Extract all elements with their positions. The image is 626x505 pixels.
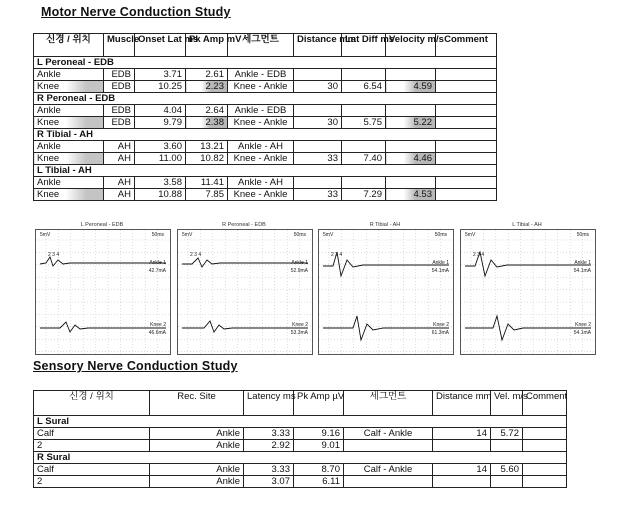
motor-cell-latdiff — [342, 69, 386, 81]
motor-cell-segment: Ankle - AH — [228, 177, 294, 189]
waveform-title: L Peroneal - EDB — [80, 222, 124, 228]
scale-time-label: 50ms — [576, 232, 589, 238]
trace2-label: Knee 2 — [433, 322, 449, 328]
waveform-panel — [35, 229, 171, 355]
motor-cell-distance: 30 — [294, 81, 342, 93]
trace1-value: 42.7mA — [148, 268, 166, 274]
sensory-cell-rec: Ankle — [150, 440, 244, 452]
motor-data-row — [34, 189, 497, 201]
motor-header-cell: 신경 / 위치 — [34, 34, 104, 57]
motor-cell-segment: Knee - Ankle — [228, 153, 294, 165]
sensory-cell-segment: Calf - Ankle — [344, 464, 433, 476]
motor-cell-velocity — [386, 177, 436, 189]
motor-header-cell: Velocity m/s — [386, 34, 436, 57]
motor-cell-segment: Knee - Ankle — [228, 189, 294, 201]
motor-header-cell: Muscle — [104, 34, 135, 57]
motor-section-row — [34, 57, 497, 69]
sensory-cell-segment — [344, 440, 433, 452]
trace2-value: 61.3mA — [431, 330, 449, 336]
motor-cell-site: Ankle — [34, 69, 104, 81]
motor-data-row — [34, 141, 497, 153]
motor-cell-velocity: 4.46 — [386, 153, 436, 165]
knee-trace — [323, 316, 449, 340]
motor-cell-onset: 10.25 — [135, 81, 186, 93]
sensory-cell-site: Calf — [34, 428, 150, 440]
sensory-header-cell: 세그먼트 — [344, 391, 433, 416]
sensory-header-cell: Comment — [523, 391, 567, 416]
sensory-cell-amp: 6.11 — [294, 476, 344, 488]
trace2-label: Knee 2 — [150, 322, 166, 328]
motor-header-cell: Onset Lat ms — [135, 34, 186, 57]
motor-section-row — [34, 93, 497, 105]
trace1-markers: 2 3 4 — [473, 252, 485, 258]
motor-cell-comment — [436, 69, 497, 81]
motor-cell-velocity: 4.59 — [386, 81, 436, 93]
trace2-value: 53.3mA — [290, 330, 308, 336]
scale-time-label: 50ms — [434, 232, 447, 238]
motor-cell-latdiff — [342, 177, 386, 189]
scale-volt-label: 5mV — [40, 232, 51, 238]
sensory-cell-distance: 14 — [433, 464, 491, 476]
trace2-label: Knee 2 — [292, 322, 308, 328]
sensory-header-cell: Rec. Site — [150, 391, 244, 416]
sensory-data-row — [34, 464, 567, 476]
motor-cell-amp: 13.21 — [186, 141, 228, 153]
motor-cell-distance: 33 — [294, 153, 342, 165]
motor-cell-muscle: EDB — [104, 105, 135, 117]
motor-cell-muscle: AH — [104, 177, 135, 189]
trace1-label: Ankle 1 — [291, 260, 308, 266]
motor-cell-comment — [436, 81, 497, 93]
sensory-header-cell: Latency ms — [244, 391, 294, 416]
sensory-data-row — [34, 440, 567, 452]
sensory-cell-site: 2 — [34, 440, 150, 452]
motor-cell-comment — [436, 141, 497, 153]
motor-section-label: R Peroneal - EDB — [34, 93, 497, 105]
motor-cell-segment: Knee - Ankle — [228, 117, 294, 129]
motor-cell-onset: 11.00 — [135, 153, 186, 165]
motor-section-label: R Tibial - AH — [34, 129, 497, 141]
sensory-cell-vel — [491, 440, 523, 452]
sensory-cell-latency: 3.07 — [244, 476, 294, 488]
sensory-cell-latency: 3.33 — [244, 464, 294, 476]
sensory-cell-amp: 9.01 — [294, 440, 344, 452]
trace1-value: 54.1mA — [573, 268, 591, 274]
sensory-title: Sensory Nerve Conduction Study — [33, 359, 238, 373]
motor-cell-velocity: 5.22 — [386, 117, 436, 129]
motor-cell-velocity — [386, 69, 436, 81]
motor-cell-onset: 3.60 — [135, 141, 186, 153]
motor-cell-site: Ankle — [34, 105, 104, 117]
trace1-label: Ankle 1 — [432, 260, 449, 266]
trace2-value: 46.6mA — [148, 330, 166, 336]
sensory-cell-latency: 2.92 — [244, 440, 294, 452]
sensory-cell-site: 2 — [34, 476, 150, 488]
sensory-cell-latency: 3.33 — [244, 428, 294, 440]
trace1-markers: 2 3 4 — [48, 252, 60, 258]
sensory-cell-comment — [523, 476, 567, 488]
ankle-trace — [182, 258, 308, 267]
motor-cell-latdiff: 7.29 — [342, 189, 386, 201]
motor-cell-latdiff — [342, 141, 386, 153]
motor-data-row — [34, 81, 497, 93]
motor-header-cell: 세그먼트 — [228, 34, 294, 57]
sensory-header-cell: Vel. m/s — [491, 391, 523, 416]
motor-cell-muscle: AH — [104, 141, 135, 153]
motor-data-row — [34, 105, 497, 117]
sensory-data-row — [34, 476, 567, 488]
motor-cell-comment — [436, 189, 497, 201]
motor-cell-comment — [436, 177, 497, 189]
motor-cell-segment: Ankle - EDB — [228, 105, 294, 117]
waveform-panel — [460, 229, 596, 355]
motor-cell-segment: Knee - Ankle — [228, 81, 294, 93]
sensory-data-row — [34, 428, 567, 440]
motor-cell-amp: 7.85 — [186, 189, 228, 201]
trace1-value: 52.9mA — [290, 268, 308, 274]
motor-cell-distance: 33 — [294, 189, 342, 201]
motor-cell-distance — [294, 141, 342, 153]
motor-cell-velocity — [386, 105, 436, 117]
motor-cell-amp: 11.41 — [186, 177, 228, 189]
motor-title: Motor Nerve Conduction Study — [41, 5, 231, 19]
motor-cell-amp: 2.38 — [186, 117, 228, 129]
scale-volt-label: 5mV — [182, 232, 193, 238]
sensory-cell-segment — [344, 476, 433, 488]
motor-cell-site: Ankle — [34, 177, 104, 189]
waveform-panel — [318, 229, 454, 355]
trace1-label: Ankle 1 — [149, 260, 166, 266]
sensory-header-cell: Pk Amp µV — [294, 391, 344, 416]
motor-cell-latdiff: 6.54 — [342, 81, 386, 93]
sensory-header-cell: 신경 / 위치 — [34, 391, 150, 416]
motor-header-cell: Distance mm — [294, 34, 342, 57]
motor-cell-site: Knee — [34, 117, 104, 129]
motor-data-row — [34, 177, 497, 189]
motor-cell-segment: Ankle - AH — [228, 141, 294, 153]
sensory-cell-comment — [523, 428, 567, 440]
sensory-cell-comment — [523, 464, 567, 476]
sensory-cell-distance: 14 — [433, 428, 491, 440]
motor-cell-onset: 3.58 — [135, 177, 186, 189]
scale-volt-label: 5mV — [323, 232, 334, 238]
motor-cell-velocity: 4.53 — [386, 189, 436, 201]
waveform-panel — [177, 229, 313, 355]
sensory-cell-segment: Calf - Ankle — [344, 428, 433, 440]
sensory-cell-rec: Ankle — [150, 464, 244, 476]
motor-cell-distance — [294, 177, 342, 189]
sensory-cell-vel: 5.72 — [491, 428, 523, 440]
waveform-title: R Tibial - AH — [369, 222, 401, 228]
motor-cell-amp: 2.61 — [186, 69, 228, 81]
trace1-value: 54.1mA — [431, 268, 449, 274]
motor-cell-comment — [436, 153, 497, 165]
motor-data-row — [34, 117, 497, 129]
motor-section-row — [34, 129, 497, 141]
motor-cell-distance: 30 — [294, 117, 342, 129]
motor-header-row — [34, 34, 497, 57]
motor-cell-muscle: AH — [104, 189, 135, 201]
motor-cell-site: Knee — [34, 81, 104, 93]
sensory-section-row — [34, 452, 567, 464]
motor-section-label: L Peroneal - EDB — [34, 57, 497, 69]
motor-cell-latdiff: 7.40 — [342, 153, 386, 165]
trace1-markers: 2 3 4 — [190, 252, 202, 258]
knee-trace — [465, 316, 591, 340]
motor-section-row — [34, 165, 497, 177]
sensory-cell-vel — [491, 476, 523, 488]
motor-cell-onset: 9.79 — [135, 117, 186, 129]
sensory-cell-distance — [433, 476, 491, 488]
motor-cell-velocity — [386, 141, 436, 153]
sensory-header-cell: Distance mm — [433, 391, 491, 416]
sensory-cell-comment — [523, 440, 567, 452]
sensory-section-label: R Sural — [34, 452, 567, 464]
motor-cell-latdiff — [342, 105, 386, 117]
motor-cell-site: Ankle — [34, 141, 104, 153]
motor-cell-onset: 3.71 — [135, 69, 186, 81]
motor-data-row — [34, 153, 497, 165]
trace2-value: 54.1mA — [573, 330, 591, 336]
sensory-header-row — [34, 391, 567, 416]
motor-header-cell: Pk Amp mV — [186, 34, 228, 57]
trace1-label: Ankle 1 — [574, 260, 591, 266]
motor-table — [33, 33, 497, 201]
motor-section-label: L Tibial - AH — [34, 165, 497, 177]
motor-cell-muscle: EDB — [104, 69, 135, 81]
sensory-cell-vel: 5.60 — [491, 464, 523, 476]
scale-volt-label: 5mV — [465, 232, 476, 238]
scale-time-label: 50ms — [293, 232, 306, 238]
motor-data-row — [34, 69, 497, 81]
sensory-cell-rec: Ankle — [150, 428, 244, 440]
motor-cell-muscle: AH — [104, 153, 135, 165]
motor-cell-distance — [294, 69, 342, 81]
sensory-cell-amp: 9.16 — [294, 428, 344, 440]
motor-cell-muscle: EDB — [104, 117, 135, 129]
sensory-cell-amp: 8.70 — [294, 464, 344, 476]
scale-time-label: 50ms — [151, 232, 164, 238]
motor-cell-comment — [436, 117, 497, 129]
trace2-label: Knee 2 — [575, 322, 591, 328]
motor-cell-amp: 2.64 — [186, 105, 228, 117]
motor-cell-onset: 10.88 — [135, 189, 186, 201]
motor-cell-segment: Ankle - EDB — [228, 69, 294, 81]
knee-trace — [182, 321, 308, 332]
motor-cell-site: Knee — [34, 189, 104, 201]
sensory-table — [33, 390, 567, 488]
motor-header-cell: Comment — [436, 34, 497, 57]
motor-cell-site: Knee — [34, 153, 104, 165]
waveform-title: L Tibial - AH — [512, 222, 542, 228]
motor-cell-muscle: EDB — [104, 81, 135, 93]
motor-cell-amp: 10.82 — [186, 153, 228, 165]
motor-header-cell: Lat Diff ms — [342, 34, 386, 57]
sensory-section-label: L Sural — [34, 416, 567, 428]
motor-cell-onset: 4.04 — [135, 105, 186, 117]
motor-cell-amp: 2.23 — [186, 81, 228, 93]
motor-cell-distance — [294, 105, 342, 117]
motor-cell-latdiff: 5.75 — [342, 117, 386, 129]
sensory-section-row — [34, 416, 567, 428]
sensory-cell-rec: Ankle — [150, 476, 244, 488]
trace1-markers: 2 3 4 — [331, 252, 343, 258]
sensory-cell-site: Calf — [34, 464, 150, 476]
motor-cell-comment — [436, 105, 497, 117]
sensory-cell-distance — [433, 440, 491, 452]
waveform-title: R Peroneal - EDB — [222, 222, 266, 228]
